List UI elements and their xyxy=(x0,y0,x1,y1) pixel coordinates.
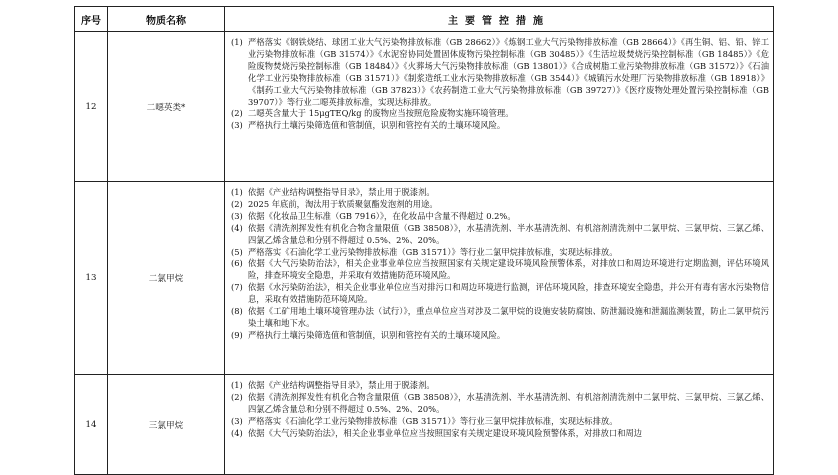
measure-item-number: (5) xyxy=(231,246,243,257)
header-serial-no: 序号 xyxy=(75,7,108,32)
row-serial-no: 12 xyxy=(75,32,108,182)
measure-item-number: (8) xyxy=(231,306,243,317)
measure-item-text: 依据《水污染防治法》，相关企业事业单位应当对排污口和周边环境进行监测，评估环境风险，排查环境安全隐患，并公开有毒有害水污染物信息，采取有效措施防范环境风险。 xyxy=(248,282,769,305)
row-serial-no: 13 xyxy=(75,182,108,375)
measure-item xyxy=(231,199,769,211)
measure-item-text: 严格落实《石油化学工业污染物排放标准（GB 31571）》等行业三氯甲烷排放标准，实现达标排放。 xyxy=(248,415,618,426)
measure-item-number: (2) xyxy=(231,391,243,402)
measure-item-number: (2) xyxy=(231,108,243,119)
row-measures xyxy=(225,375,774,475)
row-measures xyxy=(225,32,774,182)
measure-item-number: (4) xyxy=(231,222,243,233)
table-row xyxy=(75,182,774,375)
measure-item xyxy=(231,187,769,199)
measure-item-number: (1) xyxy=(231,187,243,197)
measure-item-text: 严格落实《石油化学工业污染物排放标准（GB 31571）》等行业二氯甲烷排放标准，实现达标排放。 xyxy=(248,246,618,257)
measure-item-number: (4) xyxy=(231,427,243,438)
measure-item-text: 依据《产业结构调整指导目录》，禁止用于脱漆剂。 xyxy=(248,380,435,390)
measure-item xyxy=(231,306,769,330)
table-row xyxy=(75,375,774,475)
table-header-row xyxy=(75,7,774,32)
measure-item-text: 依据《清洗剂挥发性有机化合物含量限值（GB 38508）》，水基清洗剂、半水基清洗剂、有机溶剂清洗剂中二氯甲烷、三氯甲烷、三氯乙烯、四氯乙烯含量总和分别不得超过 0.5%、2%、20%。 xyxy=(248,222,769,245)
row-substance-name: 二噁英类* xyxy=(108,32,225,182)
header-substance-name: 物质名称 xyxy=(108,7,225,32)
measure-item xyxy=(231,211,769,223)
measure-item-number: (9) xyxy=(231,329,243,340)
measure-item-number: (3) xyxy=(231,415,243,426)
measure-item-text: 依据《化妆品卫生标准（GB 7916）》，在化妆品中含量不得超过 0.2%。 xyxy=(248,210,516,221)
measure-item-text: 严格执行土壤污染筛选值和管制值，识别和管控有关的土壤环境风险。 xyxy=(248,120,506,131)
row-substance-name: 二氯甲烷 xyxy=(108,182,225,375)
measure-item xyxy=(231,428,769,440)
control-measures-table xyxy=(74,6,774,475)
measure-item-number: (7) xyxy=(231,282,243,293)
measure-item-text: 依据《清洗剂挥发性有机化合物含量限值（GB 38508）》，水基清洗剂、半水基清洗剂、有机溶剂清洗剂中二氯甲烷、三氯甲烷、三氯乙烯、四氯乙烯含量总和分别不得超过 0.5%、2%、20%。 xyxy=(248,391,769,414)
measure-item-text: 依据《工矿用地土壤环境管理办法（试行）》，重点单位应当对涉及二氯甲烷的设施安装防腐蚀、防泄漏设施和泄漏监测装置，防止二氯甲烷污染土壤和地下水。 xyxy=(248,306,769,328)
measure-item-number: (3) xyxy=(231,210,243,221)
measure-item xyxy=(231,330,769,342)
measure-item xyxy=(231,108,769,120)
measure-item-number: (1) xyxy=(231,37,243,47)
measure-item-text: 依据《大气污染防治法》，相关企业事业单位应当按照国家有关规定建设环境风险预警体系，对排放口和周边 xyxy=(248,427,643,438)
measure-item xyxy=(231,247,769,259)
row-substance-name: 三氯甲烷 xyxy=(108,375,225,475)
measure-item-text: 依据《产业结构调整指导目录》，禁止用于脱漆剂。 xyxy=(248,187,435,197)
measure-item-number: (3) xyxy=(231,120,243,131)
measure-item xyxy=(231,380,769,392)
measure-item xyxy=(231,282,769,306)
measure-item-text: 2025 年底前，淘汰用于软质聚氨酯发泡剂的用途。 xyxy=(248,198,438,209)
measure-item-text: 依据《大气污染防治法》，相关企业事业单位应当按照国家有关规定建设环境风险预警体系，对排放口和周边环境进行定期监测，评估环境风险，排查环境安全隐患，并采取有效措施防范环境风险。 xyxy=(248,258,769,281)
measure-item-text: 二噁英含量大于 15μgTEQ/kg 的废物应当按照危险废物实施环境管理。 xyxy=(248,108,514,119)
measure-item-text: 严格执行土壤污染筛选值和管制值，识别和管控有关的土壤环境风险。 xyxy=(248,329,506,340)
measure-item-number: (6) xyxy=(231,258,243,269)
table-row xyxy=(75,32,774,182)
measure-item xyxy=(231,258,769,282)
header-control-measures: 主要管控措施 xyxy=(225,7,774,32)
measure-item xyxy=(231,392,769,416)
measure-item xyxy=(231,37,769,108)
measure-item-number: (1) xyxy=(231,380,243,390)
measure-item xyxy=(231,223,769,247)
measure-item xyxy=(231,416,769,428)
measure-item xyxy=(231,120,769,132)
row-serial-no: 14 xyxy=(75,375,108,475)
row-measures xyxy=(225,182,774,375)
measure-item-text: 严格落实《钢铁烧结、球团工业大气污染物排放标准（GB 28662）》《炼钢工业大气污染物排放标准（GB 28664）》《再生铜、铝、铅、锌工业污染物排放标准（GB 31574）》《水泥窑协同处置固体废物污染控制标准（GB 30485）》《生活垃圾焚烧污染控制标准（GB 18485）》《危险废物焚烧污染控制标准（GB 18484）》《火葬场大气污染物排放标准（GB 13801）》《合成树脂工业污染物排放标准（GB 31572）》《石油化学工业污染物排放标准（GB 31571）》《制浆造纸工业水污染物排放标准（GB 3544）》《城镇污水处理厂污染物排放标准（GB 18918）》《制药工业大气污染物排放标准（GB 37823）》《农药制造工业大气污染物排放标准（GB 39727）》《医疗废物处理处置污染控制标准（GB 39707）》等行业二噁英排放标准，实现达标排放。 xyxy=(248,37,769,107)
measure-item-number: (2) xyxy=(231,198,243,209)
